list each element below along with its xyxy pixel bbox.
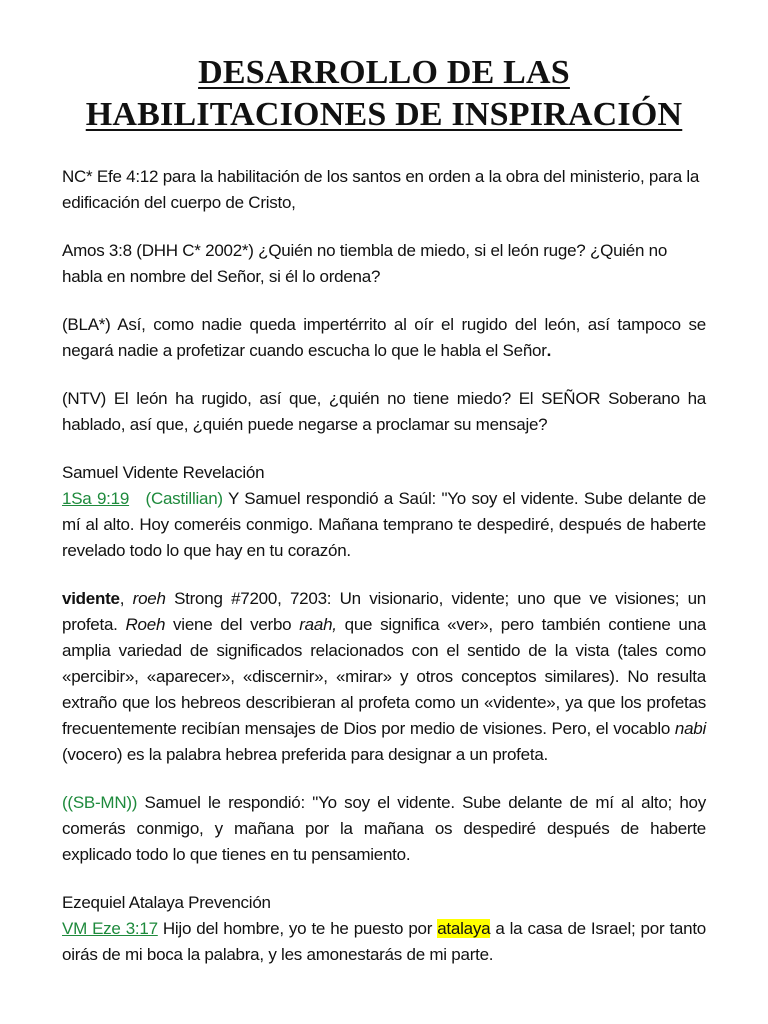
paragraph-nc-efe bbox=[62, 164, 706, 216]
paragraph-text: Amos 3:8 (DHH C* 2002*) ¿Quién no tiembla de miedo, si el león ruge? ¿Quién no habla en nombre del Señor, si él lo ordena? bbox=[62, 241, 668, 286]
version-link[interactable]: ((SB-MN)) bbox=[62, 793, 138, 812]
version-link[interactable]: (Castillian) bbox=[145, 489, 223, 508]
paragraph-sbmn bbox=[62, 790, 706, 868]
paragraph-amos bbox=[62, 238, 706, 290]
paragraph-eze bbox=[62, 916, 706, 968]
paragraph-text: NC* Efe 4:12 para la habilitación de los santos en orden a la obra del ministerio, para la edificación del cuerpo de Cristo, bbox=[62, 167, 700, 212]
verse-reference-link[interactable]: 1Sa 9:19 bbox=[62, 489, 130, 508]
definition-text: (vocero) es la palabra hebrea preferida para designar a un profeta. bbox=[62, 745, 549, 764]
definition-text: viene del verbo bbox=[165, 615, 300, 634]
definition-word: nabi bbox=[674, 719, 706, 738]
section-heading-ezequiel: Ezequiel Atalaya Prevención bbox=[62, 893, 271, 912]
section-heading-samuel: Samuel Vidente Revelación bbox=[62, 463, 265, 482]
paragraph-definition bbox=[62, 586, 706, 768]
definition-word: roeh bbox=[132, 589, 166, 608]
paragraph-text: Hijo del hombre, yo te he puesto por bbox=[157, 919, 438, 938]
definition-text: Strong #7200, 7203: Un visionario, vidente; uno que ve visiones; un profeta. bbox=[62, 589, 706, 634]
page-title bbox=[62, 52, 706, 136]
paragraph-1sa bbox=[62, 486, 706, 564]
paragraph-text: (BLA*) Así, como nadie queda impertérrito al oír el rugido del león, así tampoco se negará nadie a profetizar cuando escucha lo que le habla el Señor bbox=[62, 315, 706, 360]
paragraph-text: Samuel le respondió: "Yo soy el vidente. Sube delante de mí al alto; hoy comerás conmigo, y mañana por la mañana os despediré después de haberte explicado todo lo que tienes en tu pensamiento. bbox=[62, 793, 706, 864]
definition-word: Roeh bbox=[125, 615, 166, 634]
highlighted-word: atalaya bbox=[437, 919, 491, 938]
definition-word: raah, bbox=[299, 615, 337, 634]
paragraph-text: (NTV) El león ha rugido, así que, ¿quién no tiene miedo? El SEÑOR Soberano ha hablado, así que, ¿quién puede negarse a proclamar su mensaje? bbox=[62, 389, 706, 434]
title-line-1: DESARROLLO DE LAS bbox=[198, 54, 570, 91]
definition-comma: , bbox=[119, 589, 133, 608]
paragraph-text: Y Samuel respondió a Saúl: "Yo soy el vidente. Sube delante de mí al alto. Hoy comeréis conmigo. Mañana temprano te despediré, después de haberte revelado todo lo que hay en tu corazón. bbox=[62, 489, 706, 560]
definition-term: vidente bbox=[62, 589, 120, 608]
paragraph-ntv bbox=[62, 386, 706, 438]
paragraph-text: a la casa de Israel; por tanto oirás de mi boca la palabra, y les amonestarás de mi parte. bbox=[62, 919, 707, 964]
title-line-2: HABILITACIONES DE INSPIRACIÓN bbox=[85, 96, 683, 133]
paragraph-bla bbox=[62, 312, 706, 364]
definition-text: que significa «ver», pero también contiene una amplia variedad de significados relacionados con el sentido de la vista (tales como «percibir», «aparecer», «discernir», «mirar» y otros conceptos similares). No resulta extraño que los hebreos describieran al profeta como un «vidente», ya que los profetas frecuentemente recibían mensajes de Dios por medio de visiones. Pero, el vocablo bbox=[62, 615, 707, 738]
paragraph-period: . bbox=[546, 341, 552, 360]
verse-reference-link[interactable]: VM Eze 3:17 bbox=[62, 919, 158, 938]
